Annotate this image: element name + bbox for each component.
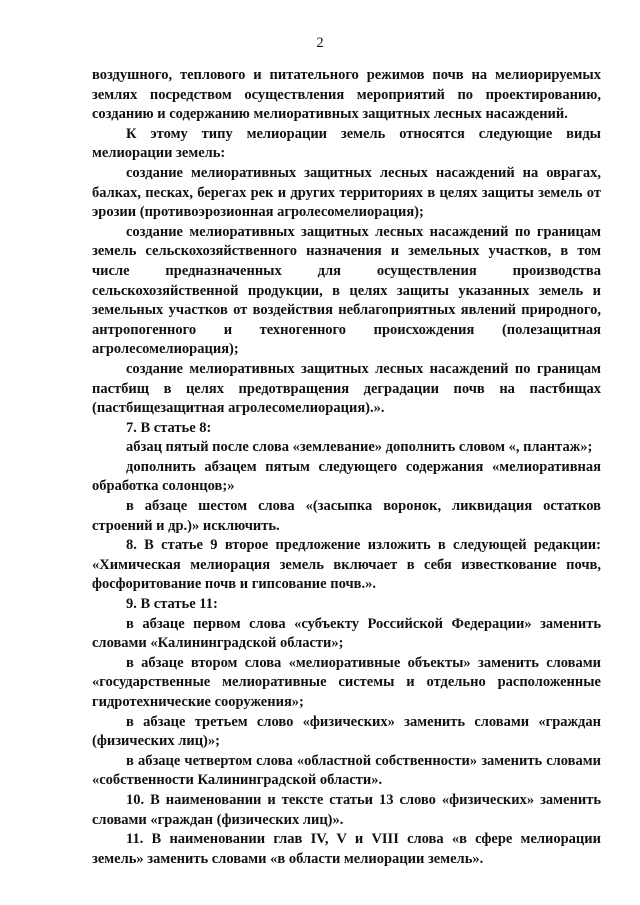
item-11: 11. В наименовании глав IV, V и VIII слова «в сфере мелиорации земель» заменить словами «в области мелиорации земель». xyxy=(92,831,601,867)
item-9-paragraph-three: в абзаце третьем слово «физических» заменить словами «граждан (физических лиц)»; xyxy=(92,713,601,750)
item-9-paragraph-four: в абзаце четвертом слова «областной собственности» заменить словами «собственности Калининградской области». xyxy=(92,752,601,789)
document-body xyxy=(92,66,601,869)
item-7-paragraph-six: в абзаце шестом слова «(засыпка воронок, ликвидация остатков строений и др.)» исключить. xyxy=(92,498,601,534)
paragraph-amelioration-types-intro: К этому типу мелиорации земель относятся следующие виды мелиорации земель: xyxy=(92,125,601,162)
item-10: 10. В наименовании и тексте статьи 13 слово «физических» заменить словами «граждан (физических лиц)». xyxy=(92,791,601,828)
item-7-heading: 7. В статье 8: xyxy=(126,419,212,436)
page-number: 2 xyxy=(316,35,324,51)
paragraph-continuation: воздушного, теплового и питательного режимов почв на мелиорируемых землях посредством осуществления мероприятий по проектированию, созданию и содержанию мелиоративных защитных лесных насаждений. xyxy=(92,67,601,123)
paragraph-pasture-protective: создание мелиоративных защитных лесных насаждений по границам пастбищ в целях предотвращения деградации почв на пастбищах (пастбищезащитная агролесомелиорация).». xyxy=(92,360,601,417)
item-8: 8. В статье 9 второе предложение изложить в следующей редакции: «Химическая мелиорация земель включает в себя известкование почв, фосфоритование почв и гипсование почв.». xyxy=(92,537,601,593)
item-9-paragraph-two: в абзаце втором слова «мелиоративные объекты» заменить словами «государственные мелиоративные системы и отдельно расположенные гидротехнические сооружения»; xyxy=(92,654,601,710)
item-7-add-paragraph: дополнить абзацем пятым следующего содержания «мелиоративная обработка солонцов;» xyxy=(92,458,601,495)
paragraph-field-protective: создание мелиоративных защитных лесных насаждений по границам земель сельскохозяйственного назначения и земельных участков, в том числе предназначенных для осуществления производства сельскохозяйственной продукции, в целях защиты указанных земель и земельных участков от воздействия неблагоприятных явлений природного, антропогенного и техногенного происхождения (полезащитная агролесомелиорация); xyxy=(92,223,601,358)
item-7-paragraph-five: абзац пятый после слова «землевание» дополнить словом «, плантаж»; xyxy=(126,439,593,456)
paragraph-anti-erosion: создание мелиоративных защитных лесных насаждений на оврагах, балках, песках, берегах рек и других территориях в целях защиты земель от эрозии (противоэрозионная агролесомелиорация); xyxy=(92,164,601,221)
item-9-heading: 9. В статье 11: xyxy=(126,596,218,613)
item-9-paragraph-one: в абзаце первом слова «субъекту Российской Федерации» заменить словами «Калининградской области»; xyxy=(92,615,601,652)
